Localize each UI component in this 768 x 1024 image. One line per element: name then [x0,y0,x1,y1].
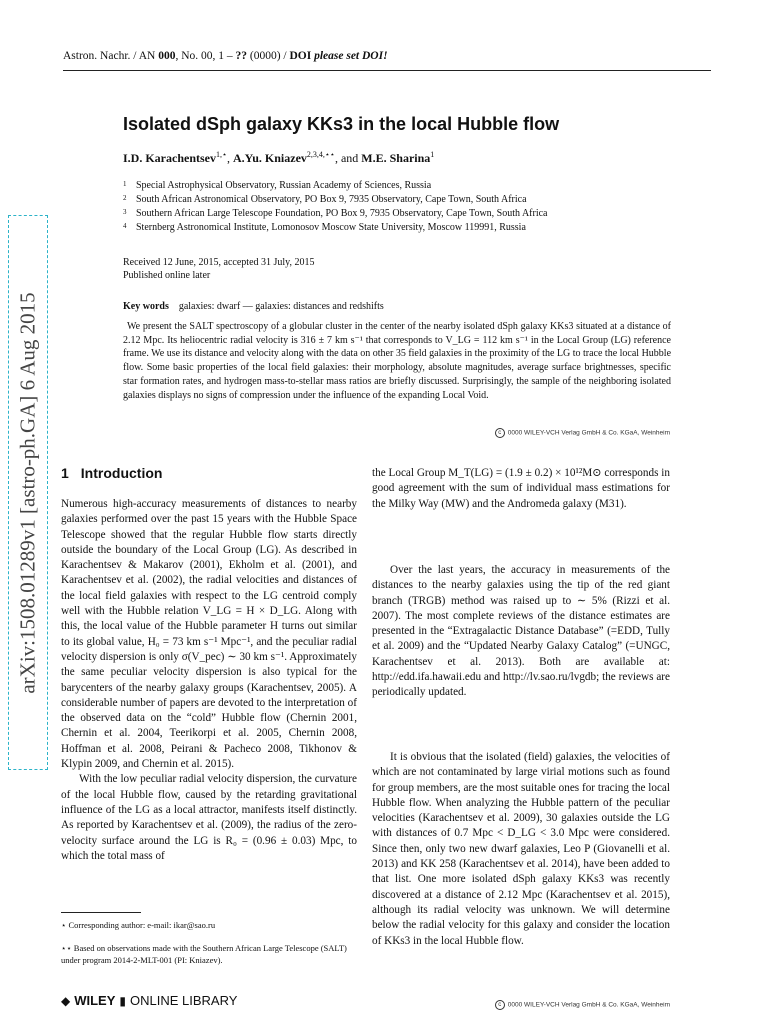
footnote-rule [61,912,141,913]
author-list: I.D. Karachentsev$^{1,⋆}$, A.Yu. Kniazev$^{2,3,4,⋆⋆}$, and M.E. Sharina$^1$ [123,150,435,165]
footnote: ⋆⋆ Based on observations made with the Southern African Large Telescope (SALT) under program 2014-2-MLT-001 (PI: Kniazev). [61,943,347,965]
right-paragraph-3: It is obvious that the isolated (field) galaxies, the velocities of which are not contaminated by large virial motions such as found for group members, are the most suitable ones for tracing the local Hubble flow. When analyzing the Hubble pattern of the peculiar velocities (Karachentsev et al. 2009), 30 galaxies outside the LG with distances of 0.7 Mpc < D_LG < 3.0 Mpc were considered. Since then, only two new dwarf galaxies, Leo P (Giovanelli et al. 2013) and KK 258 (Karachentsev et al. 2014), have been added to that list. One more isolated dSph galaxy KKs3 was recently discovered at a distance of 2.12 Mpc (Karachentsev et al. 2015), although its radial velocity was unknown. We will determine below the radial velocity for this galaxy and consider the location of KKs3 in the local Hubble flow. [372,751,670,947]
affiliation: $^1$ Special Astrophysical Observatory, Russian Academy of Sciences, Russia [123,180,432,191]
running-header: Astron. Nachr. / AN 000, No. 00, 1 – ?? (0000) / DOI please set DOI! [63,50,388,62]
arxiv-stamp-text: arXiv:1508.01289v1 [astro-ph.GA] 6 Aug 2015 [15,291,40,694]
copyright-line: c 0000 WILEY-VCH Verlag GmbH & Co. KGaA, Weinheim [495,428,670,438]
header-rule [63,70,711,71]
footer-copyright: c 0000 WILEY-VCH Verlag GmbH & Co. KGaA, Weinheim [495,1000,670,1010]
keywords: Key words galaxies: dwarf — galaxies: distances and redshifts [123,301,384,312]
copyright-icon: c [495,428,505,438]
footnote: ⋆ Corresponding author: e-mail: ikar@sao.ru [61,920,216,930]
author-name: A.Yu. Kniazev [233,151,307,165]
received-date: Received 12 June, 2015, accepted 31 July, 2015 [123,257,315,268]
affiliation: $^2$ South African Astronomical Observatory, PO Box 9, 7935 Observatory, Cape Town, South Africa [123,194,527,205]
copyright-icon: c [495,1000,505,1010]
affiliation: $^4$ Sternberg Astronomical Institute, Lomonosov Moscow State University, Moscow 119991, Russia [123,222,526,233]
abstract: We present the SALT spectroscopy of a globular cluster in the center of the nearby isolated dSph galaxy KKs3 situated at a distance of 2.12 Mpc. Its heliocentric radial velocity is 316 ± 7 km s⁻¹ that corresponds to V_LG = 112 km s⁻¹ in the Local Group (LG) reference frame. We use its distance and velocity along with the data on other 35 field galaxies in the proximity of the LG to trace the local Hubble flow. Some basic properties of the local field galaxies: their morphology, absolute magnitudes, average surface brightnesses, specific star formation rates, and hydrogen mass-to-stellar mass ratios are briefly discussed. Surprisingly, the sample of the neighboring isolated galaxies displays no signs of compression under the influence of the expanding Local Void. [123,321,672,401]
left-column [61,497,357,864]
section-heading: 1 Introduction [61,465,163,481]
affiliation: $^3$ Southern African Large Telescope Foundation, PO Box 9, 7935 Observatory, Cape Town, South Africa [123,208,548,219]
paragraph: Numerous high-accuracy measurements of distances to nearby galaxies performed over the past 15 years with the Hubble Space Telescope showed that the regular Hubble flow starts directly outside the boundary of the Local Group (LG). As described in Karachentsev & Makarov (2001), Ekholm et al. (2001), and Karachentsev et al. (2002), the radial velocities and distances of the local field galaxies with respect to the LG centroid comply well with the Hubble relation V_LG = H × D_LG. Along with this, the local value of the Hubble parameter H turns out similar to its global value, H₀ = 73 km s⁻¹ Mpc⁻¹, and the peculiar radial velocity dispersion is only σ(V_pec) ∼ 30 km s⁻¹. Approximately the same peculiar velocity dispersion is also typical for the barycenters of the nearby galaxy groups (Karachentsev, 2005). A considerable number of papers are devoted to the interpretation of the observed data on the “cold” Hubble flow (Chernin 2001, Chernin et al. 2004, Teerikorpi et al. 2005, Chernin 2008, Hoffman et al. 2008, Peirani & Pacheco 2008, Tikhonov & Klypin 2009, and Chernin et al. 2015). [61,498,357,771]
library-book-icon: ▮ [119,993,127,1008]
published-date: Published online later [123,270,211,281]
paragraph: With the low peculiar radial velocity dispersion, the curvature of the local Hubble flow, caused by the retarding gravitational influence of the LG as a local attractor, manifests itself distinctly. As reported by Karachentsev et al. (2009), the radius of the zero-velocity surface around the LG is R₀ = (0.96 ± 0.03) Mpc, to which the total mass of [61,773,357,862]
author-name: M.E. Sharina [361,151,431,165]
arxiv-stamp[interactable] [8,215,48,770]
paper-title: Isolated dSph galaxy KKs3 in the local Hubble flow [123,114,560,134]
right-paragraph-2: Over the last years, the accuracy in measurements of the distances to the nearby galaxies using the tip of the red giant branch (TRGB) method was raised up to ∼ 5% (Rizzi et al. 2007). The most complete reviews of the distance estimates are presented in the “Extragalactic Distance Database” (=EDD, Tully et al. 2009) and the “Updated Nearby Galaxy Catalog” (=UNGC, Karachentsev et al. 2013). Both are available at: http://edd.ifa.hawaii.edu and http://lv.sao.ru/lvgdb; the reviews are periodically updated. [372,564,670,699]
wiley-diamond-icon: ◆ [61,993,71,1008]
wiley-logo[interactable]: ◆ WILEY ▮ ONLINE LIBRARY [61,993,238,1008]
author-name: I.D. Karachentsev [123,151,216,165]
right-paragraph-1: the Local Group M_T(LG) = (1.9 ± 0.2) × 10¹²M⊙ corresponds in good agreement with the sum of individual mass estimations for the Milky Way (MW) and the Andromeda galaxy (M31). [372,467,670,510]
